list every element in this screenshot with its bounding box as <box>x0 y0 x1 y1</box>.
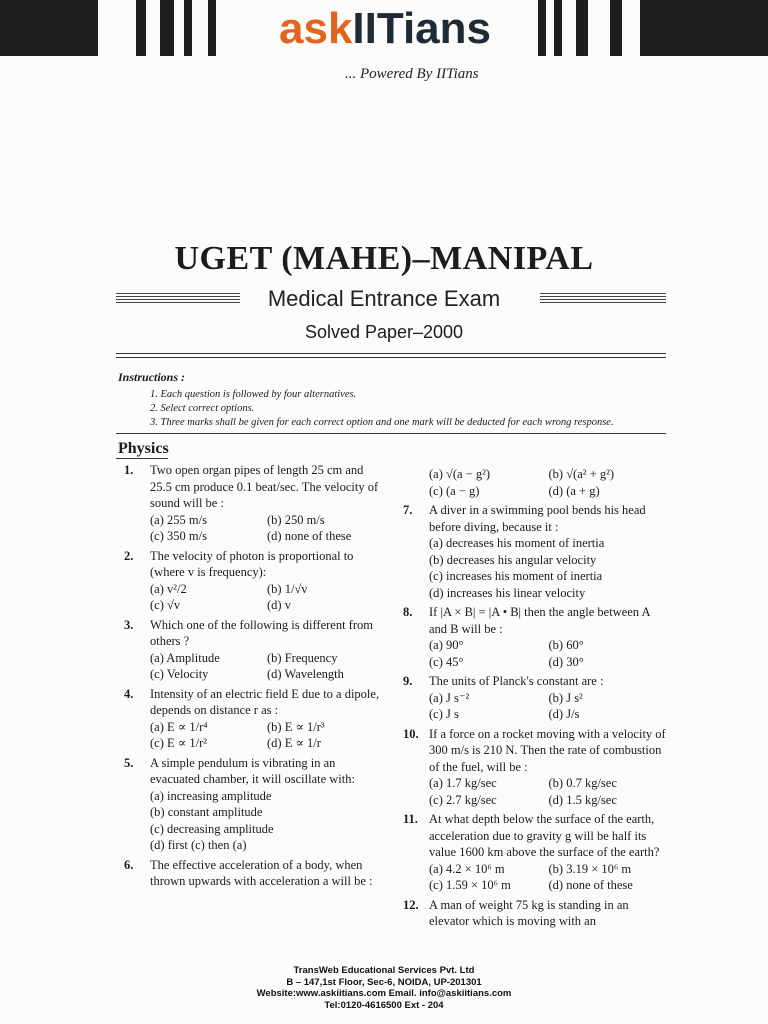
answer-option: (d) J/s <box>548 707 580 721</box>
answer-option: (d) E ∝ 1/r <box>267 736 321 750</box>
footer-company: TransWeb Educational Services Pvt. Ltd <box>293 965 475 976</box>
answer-option: (a) 255 m/s <box>150 512 207 527</box>
answer-option: (c) (a − g) <box>429 483 480 498</box>
question-text: The velocity of photon is proportional to (where v is frequency): <box>150 548 354 579</box>
tagline: ... Powered By IITians <box>345 66 479 82</box>
question-number: 2. <box>124 548 134 563</box>
answer-option: (d) v <box>267 598 291 612</box>
instruction-item: 1. Each question is followed by four alternatives. <box>150 389 357 400</box>
option-row <box>429 637 668 654</box>
question-number: 3. <box>124 617 134 632</box>
question-text: If a force on a rocket moving with a velocity of 300 m/s is 210 N. Then the rate of combustion of the fuel, will be : <box>429 726 666 774</box>
divider <box>116 357 666 358</box>
question-text: The units of Planck's constant are : <box>429 674 604 688</box>
question-text: A simple pendulum is vibrating in an evacuated chamber, it will oscillate with: <box>150 755 355 786</box>
answer-option: (c) 1.59 × 10⁶ m <box>429 878 511 892</box>
answer-option: (c) 350 m/s <box>150 529 207 543</box>
question-item <box>124 755 384 854</box>
answer-option: (b) constant amplitude <box>150 805 263 819</box>
option-row <box>429 792 668 809</box>
answer-option: (c) 2.7 kg/sec <box>429 792 497 807</box>
answer-option: (b) decreases his angular velocity <box>429 552 597 567</box>
answer-option: (d) 30° <box>548 654 584 669</box>
answer-option: (a) E ∝ 1/r⁴ <box>150 719 208 734</box>
banner-bar <box>136 0 146 56</box>
section-underline <box>116 458 168 459</box>
question-item <box>403 811 668 894</box>
answer-option: (a) decreases his moment of inertia <box>429 536 605 550</box>
question-number: 5. <box>124 755 134 770</box>
option-row <box>429 877 668 894</box>
question-number: 11. <box>403 812 418 826</box>
answer-option: (d) none of these <box>548 878 633 892</box>
question-item <box>403 466 668 499</box>
question-item <box>403 726 668 809</box>
answer-option: (a) 1.7 kg/sec <box>429 776 497 790</box>
option-row <box>429 466 668 483</box>
banner-bar <box>554 0 562 56</box>
answer-option: (b) 60° <box>548 638 584 652</box>
question-text: Which one of the following is different from others ? <box>150 617 373 648</box>
answer-option: (c) decreasing amplitude <box>150 821 274 836</box>
banner-bar <box>538 0 546 56</box>
answer-option: (d) (a + g) <box>548 483 600 498</box>
question-item <box>124 462 384 545</box>
option-row <box>150 597 384 614</box>
decorative-rule <box>540 293 666 305</box>
question-number: 12. <box>403 897 419 912</box>
answer-option: (a) 90° <box>429 638 464 652</box>
question-text: Two open organ pipes of length 25 cm and 25.5 cm produce 0.1 beat/sec. The velocity of sound will be : <box>150 463 379 510</box>
question-item <box>124 686 384 752</box>
answer-option: (b) Frequency <box>267 650 338 665</box>
question-item <box>403 897 668 930</box>
footer-address: B – 147,1st Floor, Sec-6, NOIDA, UP-201301 <box>286 976 482 988</box>
option-row <box>150 581 384 598</box>
question-text: At what depth below the surface of the earth, acceleration due to gravity g will be half its value 1600 km above the surface of the earth? <box>429 812 660 859</box>
questions-right-column <box>403 466 668 933</box>
answer-option: (b) 3.19 × 10⁶ m <box>548 861 632 876</box>
divider <box>116 353 666 354</box>
answer-option: (c) Velocity <box>150 667 209 681</box>
banner-bar <box>640 0 768 56</box>
answer-option: (a) Amplitude <box>150 650 220 665</box>
logo-iitians-text: IITians <box>352 4 491 53</box>
answer-option: (a) increasing amplitude <box>150 788 272 803</box>
answer-option: (b) √(a² + g²) <box>548 467 614 481</box>
option-row <box>429 654 668 671</box>
option-row <box>429 483 668 500</box>
answer-option: (d) none of these <box>267 529 352 543</box>
option-row <box>150 512 384 529</box>
instruction-item: 3. Three marks shall be given for each correct option and one mark will be deducted for each wrong response. <box>150 417 614 428</box>
question-text: The effective acceleration of a body, when thrown upwards with acceleration a will be : <box>150 857 373 888</box>
footer-phone: Tel:0120-4616500 Ext - 204 <box>324 999 444 1011</box>
divider <box>116 433 666 434</box>
question-number: 8. <box>403 605 413 619</box>
instruction-item: 2. Select correct options. <box>150 403 255 414</box>
answer-option: (b) 0.7 kg/sec <box>548 776 617 790</box>
question-text: Intensity of an electric field E due to a dipole, depends on distance r as : <box>150 686 380 717</box>
option-row <box>150 719 384 736</box>
answer-option: (c) √v <box>150 598 181 612</box>
option-row <box>150 666 384 683</box>
exam-subtitle: Medical Entrance Exam <box>267 286 501 311</box>
question-item <box>124 857 384 890</box>
question-number: 1. <box>124 463 134 477</box>
exam-title: UGET (MAHE)–MANIPAL <box>174 240 594 277</box>
answer-option: (c) 45° <box>429 654 464 669</box>
question-item <box>124 617 384 683</box>
answer-option: (b) 250 m/s <box>267 512 325 527</box>
banner-bar <box>160 0 174 56</box>
footer <box>0 965 768 1011</box>
logo-ask-text: ask <box>279 4 353 53</box>
option-row <box>150 528 384 545</box>
paper-label: Solved Paper–2000 <box>304 322 464 342</box>
question-number: 4. <box>124 686 134 701</box>
answer-option: (b) 1/√v <box>267 581 308 596</box>
answer-option: (d) Wavelength <box>267 667 344 681</box>
option-row <box>429 706 668 723</box>
option-row <box>429 690 668 707</box>
question-number: 9. <box>403 674 413 688</box>
answer-option: (c) J s <box>429 707 459 721</box>
question-text: A man of weight 75 kg is standing in an elevator which is moving with an <box>429 897 629 928</box>
question-item <box>403 604 668 670</box>
answer-option: (d) first (c) then (a) <box>150 838 247 852</box>
banner-bar <box>0 0 98 56</box>
option-row <box>429 775 668 792</box>
questions-left-column <box>124 462 384 893</box>
banner-bar <box>184 0 192 56</box>
answer-option: (a) √(a − g²) <box>429 467 491 481</box>
question-item <box>403 673 668 723</box>
answer-option: (b) E ∝ 1/r³ <box>267 719 325 734</box>
answer-option: (d) 1.5 kg/sec <box>548 792 617 807</box>
answer-option: (c) E ∝ 1/r² <box>150 736 207 750</box>
option-row <box>150 650 384 667</box>
header-banner <box>0 0 768 56</box>
question-item <box>403 502 668 601</box>
question-number: 10. <box>403 726 419 741</box>
banner-bar <box>576 0 588 56</box>
banner-bar <box>208 0 216 56</box>
answer-option: (a) 4.2 × 10⁶ m <box>429 861 505 876</box>
answer-option: (d) increases his linear velocity <box>429 585 586 600</box>
answer-option: (a) v²/2 <box>150 581 187 596</box>
banner-bar <box>610 0 622 56</box>
answer-option: (b) J s² <box>548 690 583 705</box>
answer-option: (a) J s⁻² <box>429 690 470 705</box>
instructions-heading: Instructions : <box>118 370 186 384</box>
question-number: 6. <box>124 857 134 872</box>
section-heading: Physics <box>118 440 169 457</box>
option-row <box>150 735 384 752</box>
askiitians-logo[interactable] <box>250 2 520 56</box>
question-item <box>124 548 384 614</box>
footer-contact: Website:www.askiitians.com Email. info@askiitians.com <box>256 988 512 999</box>
question-text: A diver in a swimming pool bends his head before diving, because it : <box>429 503 646 534</box>
instructions-list <box>150 388 614 430</box>
option-row <box>429 861 668 878</box>
answer-option: (c) increases his moment of inertia <box>429 569 603 583</box>
question-text: If |A × B| = |A • B| then the angle between A and B will be : <box>429 605 650 636</box>
question-number: 7. <box>403 503 413 517</box>
